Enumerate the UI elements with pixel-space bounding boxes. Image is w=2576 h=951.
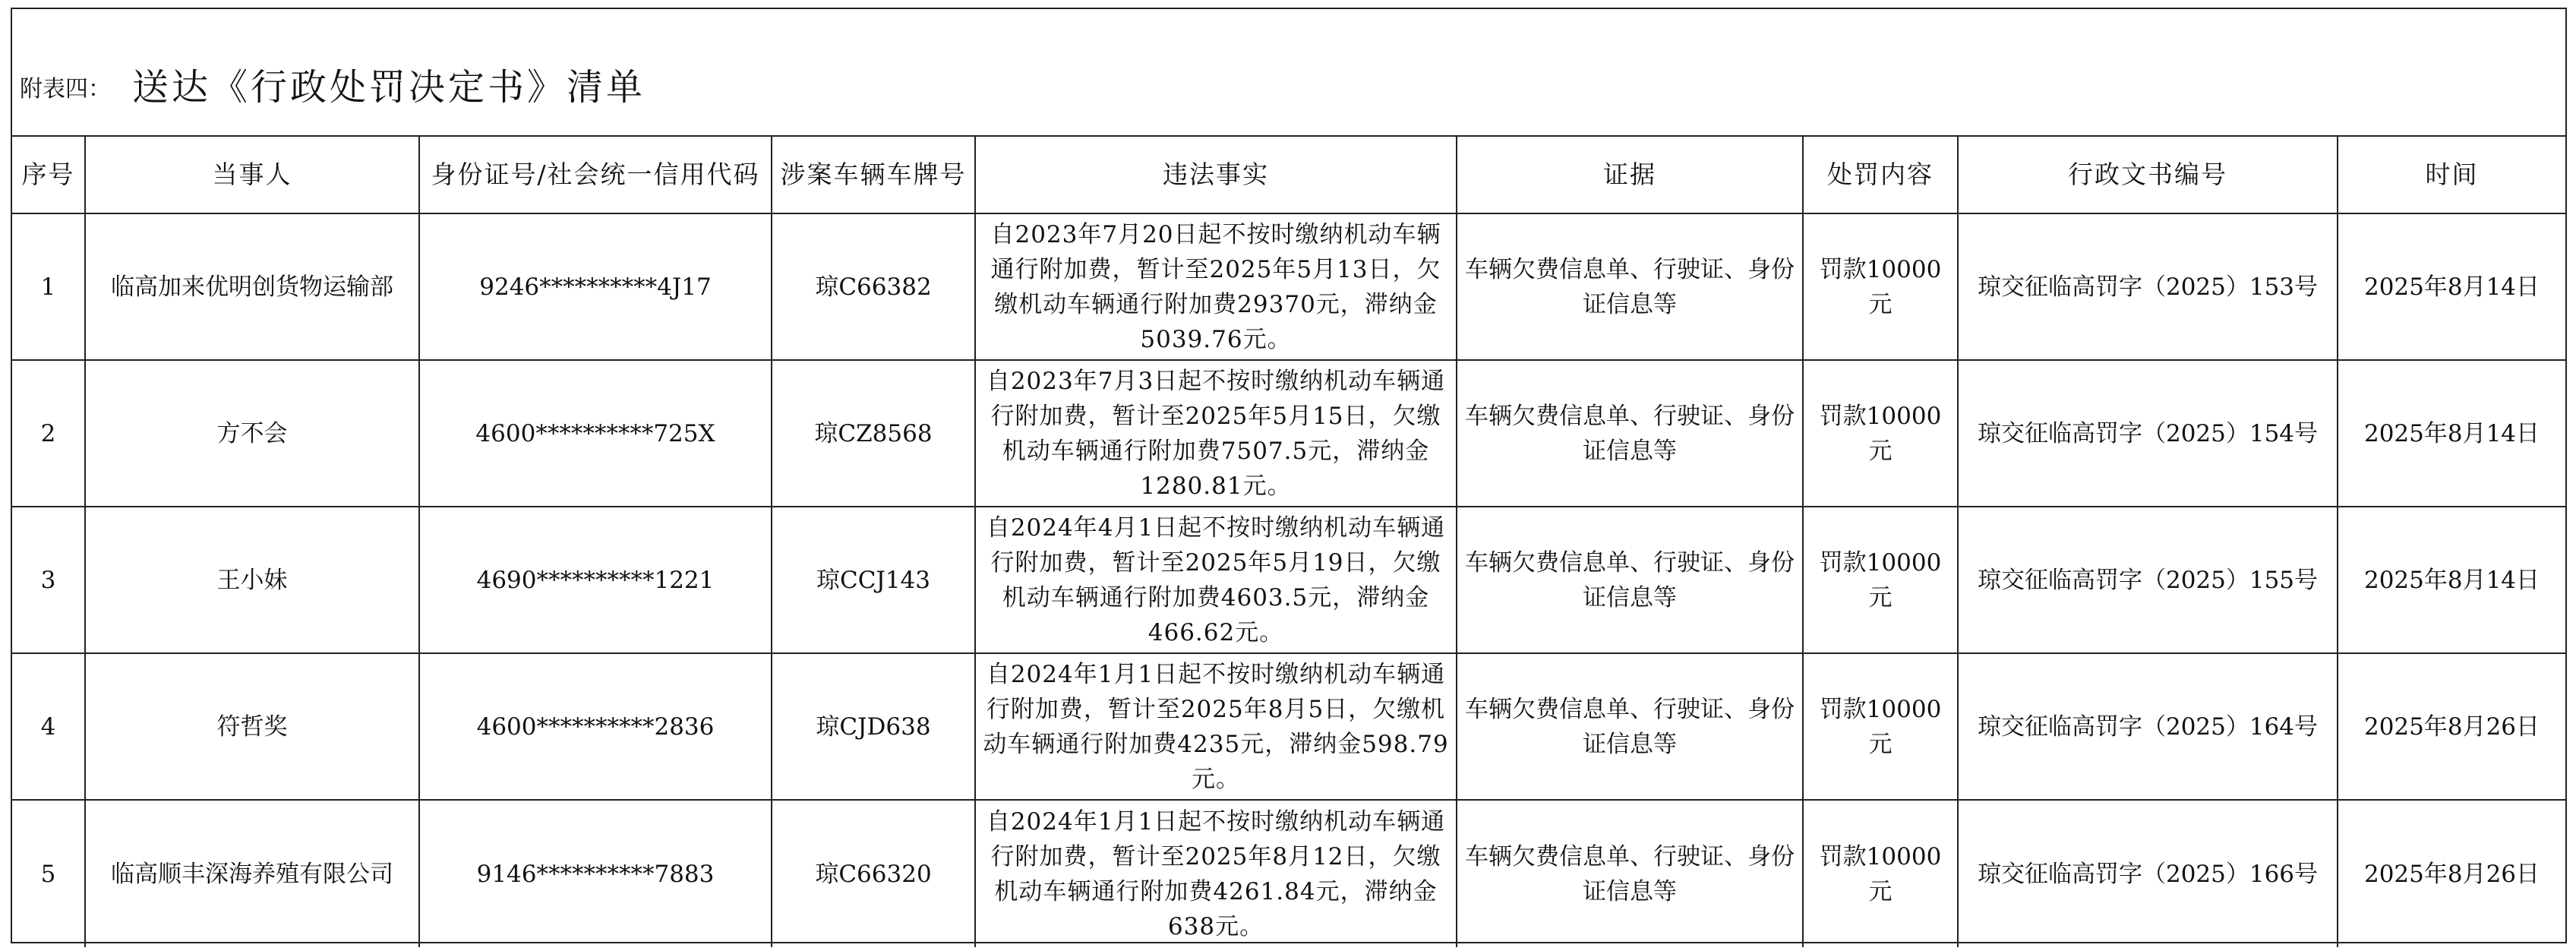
cell-plate: 琼CJD638 [772,653,975,800]
cell-seq: 3 [12,507,85,653]
header-id: 身份证号/社会统一信用代码 [419,136,772,213]
table-row [12,800,2565,947]
cell-plate: 琼CCJ143 [772,507,975,653]
cell-time: 2025年8月26日 [2338,653,2565,800]
title-prefix: 附表四： [20,76,111,103]
cell-evidence: 车辆欠费信息单、行驶证、身份证信息等 [1457,653,1803,800]
cell-doc: 琼交征临高罚字（2025）154号 [1958,360,2338,507]
cell-evidence: 车辆欠费信息单、行驶证、身份证信息等 [1457,213,1803,360]
cell-party: 临高顺丰深海养殖有限公司 [85,800,419,947]
cell-time: 2025年8月14日 [2338,507,2565,653]
cell-seq: 5 [12,800,85,947]
cell-id: 4690**********1221 [419,507,772,653]
cell-evidence: 车辆欠费信息单、行驶证、身份证信息等 [1457,360,1803,507]
header-evidence: 证据 [1457,136,1803,213]
header-party: 当事人 [85,136,419,213]
cell-party: 方不会 [85,360,419,507]
header-fact: 违法事实 [975,136,1457,213]
cell-plate: 琼C66382 [772,213,975,360]
cell-time: 2025年8月26日 [2338,800,2565,947]
cell-id: 4600**********725X [419,360,772,507]
header-seq: 序号 [12,136,85,213]
header-doc: 行政文书编号 [1958,136,2338,213]
table-row [12,213,2565,360]
table-row [12,507,2565,653]
cell-fact: 自2024年4月1日起不按时缴纳机动车辆通行附加费，暂计至2025年5月19日，欠缴机动车辆通行附加费4603.5元，滞纳金466.62元。 [975,507,1457,653]
cell-doc: 琼交征临高罚字（2025）166号 [1958,800,2338,947]
cell-plate: 琼CZ8568 [772,360,975,507]
cell-doc: 琼交征临高罚字（2025）155号 [1958,507,2338,653]
header-penalty: 处罚内容 [1803,136,1958,213]
header-plate: 涉案车辆车牌号 [772,136,975,213]
cell-time: 2025年8月14日 [2338,213,2565,360]
cell-fact: 自2024年1月1日起不按时缴纳机动车辆通行附加费，暂计至2025年8月5日，欠缴机动车辆通行附加费4235元，滞纳金598.79元。 [975,653,1457,800]
cell-seq: 1 [12,213,85,360]
cell-party: 临高加来优明创货物运输部 [85,213,419,360]
penalty-notice-sheet [11,8,2567,943]
cell-time: 2025年8月14日 [2338,360,2565,507]
header-time: 时间 [2338,136,2565,213]
cell-evidence: 车辆欠费信息单、行驶证、身份证信息等 [1457,507,1803,653]
cell-plate: 琼C66320 [772,800,975,947]
page-title: 送达《行政处罚决定书》清单 [132,66,646,109]
cell-fact: 自2024年1月1日起不按时缴纳机动车辆通行附加费，暂计至2025年8月12日，欠缴机动车辆通行附加费4261.84元，滞纳金638元。 [975,800,1457,947]
cell-party: 符哲奖 [85,653,419,800]
cell-fact: 自2023年7月20日起不按时缴纳机动车辆通行附加费，暂计至2025年5月13日，欠缴机动车辆通行附加费29370元，滞纳金5039.76元。 [975,213,1457,360]
cell-party: 王小妹 [85,507,419,653]
cell-id: 9146**********7883 [419,800,772,947]
cell-id: 9246**********4J17 [419,213,772,360]
title-row [12,9,2565,137]
cell-seq: 2 [12,360,85,507]
cell-fact: 自2023年7月3日起不按时缴纳机动车辆通行附加费，暂计至2025年5月15日，欠缴机动车辆通行附加费7507.5元，滞纳金1280.81元。 [975,360,1457,507]
cell-doc: 琼交征临高罚字（2025）164号 [1958,653,2338,800]
cell-seq: 4 [12,653,85,800]
cell-penalty: 罚款10000元 [1803,360,1958,507]
cell-evidence: 车辆欠费信息单、行驶证、身份证信息等 [1457,800,1803,947]
table-row [12,653,2565,800]
delivery-list-table [12,135,2565,947]
cell-penalty: 罚款10000元 [1803,507,1958,653]
cell-doc: 琼交征临高罚字（2025）153号 [1958,213,2338,360]
header-row [12,136,2565,213]
cell-id: 4600**********2836 [419,653,772,800]
cell-penalty: 罚款10000元 [1803,653,1958,800]
table-row [12,360,2565,507]
cell-penalty: 罚款10000元 [1803,800,1958,947]
cell-penalty: 罚款10000元 [1803,213,1958,360]
